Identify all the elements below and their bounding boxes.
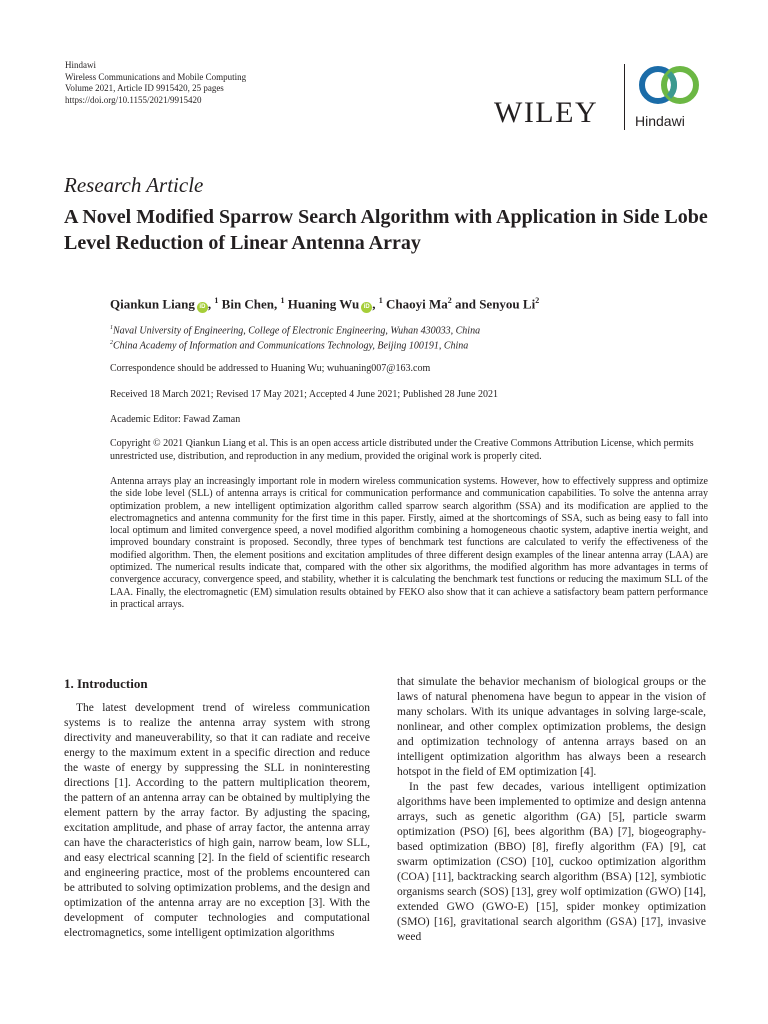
author-name[interactable]: Bin Chen	[221, 296, 275, 312]
abstract: Antenna arrays play an increasingly important role in modern wireless communication systems. However, how to effectively suppress and optimize the side lobe level (SLL) of antenna arrays is critical for communication performance and communication capabilities. To solve the antenna array optimization problem, a new intelligent optimization algorithm called sparrow search algorithm (SSA) and its modification are applied to the electromagnetics and antenna community for the first time in this paper. Firstly, aimed at the shortcomings of SSA, such as being easy to fall into local optimum and limited convergence speed, a novel modified algorithm combining a homogeneous chaotic system, adaptive inertia weight, and improved boundary constraint is proposed. Secondly, three types of benchmark test functions are calculated to verify the effectiveness of the modified algorithm. Then, the element positions and excitation amplitudes of three different design examples of the linear antenna array (LAA) are optimized. The numerical results indicate that, compared with the other six algorithms, the modified algorithm has more advantages in terms of convergence accuracy, convergence speed, and stability, whether it is calculating the benchmark test functions or reducing the maximum SLL of the LAA. Finally, the electromagnetic (EM) simulation results obtained by FEKO also show that it can achieve a satisfactory beam pattern performance in practical arrays.	[110, 476, 708, 610]
author-separator: ,	[372, 296, 379, 312]
author-affiliation-mark: 1	[280, 296, 285, 305]
author-name[interactable]: Senyou Li	[479, 296, 536, 312]
paragraph: that simulate the behavior mechanism of biological groups or the laws of natural phenomena have begun to appear in the vision of many scholars. With its unique advantages in solving large-scale, nonlinear, and other complex optimization problems, the design and optimization technology of antenna arrays based on an intelligent optimization algorithm has always been a research hotspot in the field of EM optimization [4].	[397, 676, 706, 778]
doi-link[interactable]: https://doi.org/10.1155/2021/9915420	[65, 94, 202, 105]
academic-editor: Academic Editor: Fawad Zaman	[110, 414, 241, 425]
logo-divider	[624, 64, 625, 130]
article-title: A Novel Modified Sparrow Search Algorithm with Application in Side Lobe Level Reduction of Linear Antenna Array	[64, 206, 708, 254]
wiley-logo: WILEY	[494, 96, 599, 129]
author-affiliation-mark: 1	[214, 296, 219, 305]
hindawi-ring-overlap	[669, 73, 674, 96]
affiliation-number: 2	[110, 340, 113, 347]
orcid-icon[interactable]: iD	[361, 302, 372, 313]
author-affiliation-mark: 2	[535, 296, 540, 305]
paragraph: In the past few decades, various intelligent optimization algorithms have been implemented to optimize and design antenna arrays, such as genetic algorithm (GA) [5], particle swarm optimization (PSO) [6], bees algorithm (BA) [7], biogeography-based optimization (BBO) [8], firefly algorithm (FA) [9], cat swarm optimization (CSO) [10], cuckoo optimization algorithm (COA) [11], backtracking search algorithm (BSA) [12], symbiotic organisms search (SOS) [13], grey wolf optimization (GWO) [14], extended GWO (GWO-E) [15], spider monkey optimization (SMO) [16], gravitational search algorithm (GSA) [17], invasive weed	[397, 781, 706, 943]
author-name[interactable]: Huaning Wu	[287, 296, 360, 312]
author-affiliation-mark: 2	[447, 296, 452, 305]
author-separator: ,	[207, 296, 215, 312]
publication-dates: Received 18 March 2021; Revised 17 May 2021; Accepted 4 June 2021; Published 28 June 2021	[110, 389, 498, 400]
author-name[interactable]: Chaoyi Ma	[385, 296, 448, 312]
journal-meta	[65, 60, 246, 106]
orcid-icon[interactable]: iD	[197, 302, 208, 313]
volume-line: Volume 2021, Article ID 9915420, 25 pages	[65, 83, 224, 93]
author-name[interactable]: Qiankun Liang	[110, 296, 195, 312]
hindawi-logo-text: Hindawi	[635, 113, 685, 129]
author-affiliation-mark: 1	[378, 296, 383, 305]
affiliation-item	[110, 322, 480, 337]
body-column-right	[397, 675, 706, 945]
affiliation-number: 1	[110, 325, 113, 331]
affiliation-item	[110, 337, 480, 352]
publisher-name: Hindawi	[65, 60, 96, 70]
affiliation-list	[110, 322, 480, 353]
author-list	[110, 292, 539, 313]
affiliation-text: China Academy of Information and Communications Technology, Beijing 100191, China	[113, 340, 469, 352]
section-heading: 1. Introduction	[64, 676, 148, 691]
correspondence: Correspondence should be addressed to Huaning Wu; wuhuaning007@163.com	[110, 363, 431, 374]
affiliation-text: Naval University of Engineering, College of Electronic Engineering, Wuhan 430033, China	[113, 325, 481, 337]
article-type: Research Article	[64, 173, 204, 197]
author-separator: and	[451, 296, 480, 312]
paragraph: The latest development trend of wireless communication systems is to realize the antenna array system with strong directivity and maneuverability, so that it can radiate and receive energy to the maximum extent in a specific direction and reduce the waste of energy by suppressing the SLL in noninteresting directions [1]. According to the pattern multiplication theorem, the pattern of an antenna array can be obtained by multiplying the element pattern by the array factor. By adjusting the spacing, excitation amplitude, and phase of array factor, the antenna array can have the characteristics of high gain, narrow beam, low SLL, and easy electrical scanning [2]. In the field of scientific research and engineering practice, most of the problems encountered can be attributed to solving optimization problems, and the design and optimization of the antenna array are no exception [3]. With the development of computer technologies and computational electromagnetics, some intelligent optimization algorithms	[64, 702, 370, 939]
hindawi-logo-icon	[637, 62, 701, 108]
journal-name: Wireless Communications and Mobile Computing	[65, 71, 247, 82]
author-separator: ,	[274, 296, 281, 312]
body-column-left	[64, 701, 370, 941]
copyright-notice: Copyright © 2021 Qiankun Liang et al. This is an open access article distributed under the Creative Commons Attribution License, which permits unrestricted use, distribution, and reproduction in any medium, provided the original work is properly cited.	[110, 438, 694, 462]
